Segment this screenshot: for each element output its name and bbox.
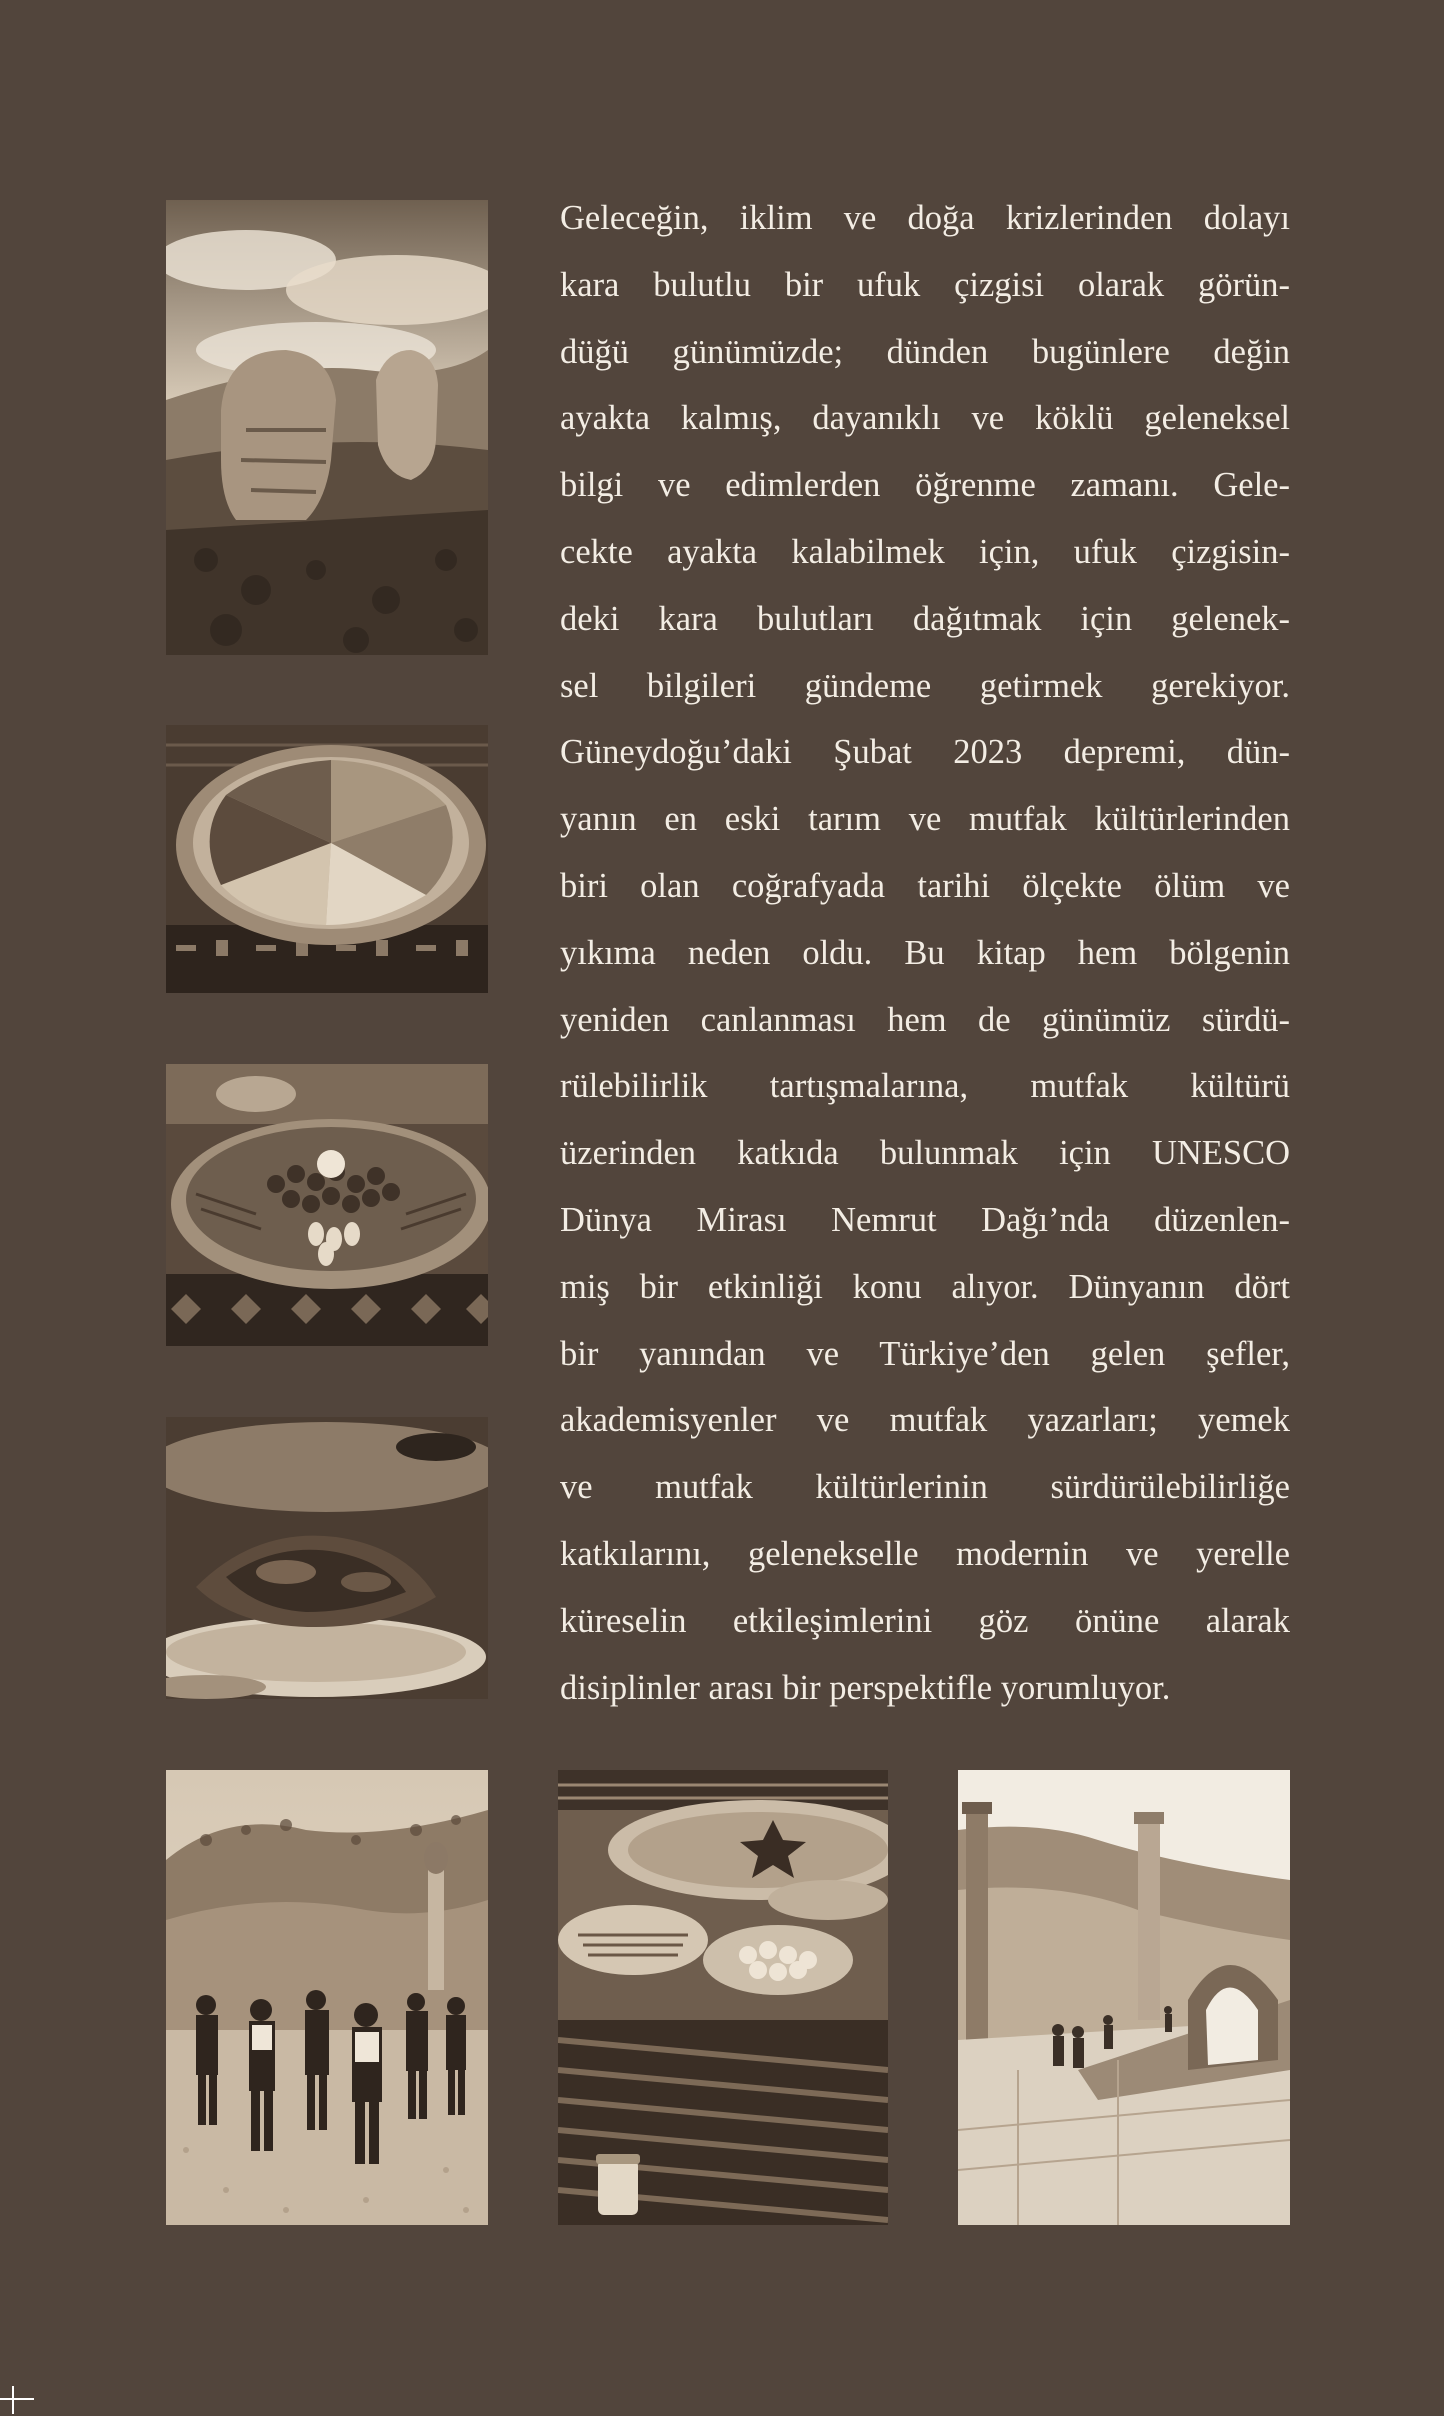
photo-table-spread — [558, 1770, 888, 2225]
blurb-line: yıkıma neden oldu. Bu kitap hem bölgenin — [560, 933, 1290, 972]
photo-table-spread-image — [558, 1770, 888, 2225]
blurb-line: akademisyenler ve mutfak yazarları; yemek — [560, 1401, 1290, 1440]
blurb-line: ayakta kalmış, dayanıklı ve köklü geleneksel — [560, 399, 1290, 438]
photo-plated-dish-image — [166, 1417, 488, 1699]
photo-visitors-walking-image — [166, 1770, 488, 2225]
blurb-line: disiplinler arası bir perspektifle yorumluyor. — [560, 1668, 1171, 1707]
photo-ancient-columns — [958, 1770, 1290, 2225]
photo-nemrut-statues — [166, 200, 488, 655]
crop-mark — [0, 2398, 34, 2416]
photo-visitors-walking — [166, 1770, 488, 2225]
blurb-line: rülebilirlik tartışmalarına, mutfak kültürü — [560, 1067, 1290, 1106]
photo-platter-legumes-image — [166, 725, 488, 993]
blurb-line: yeniden canlanması hem de günümüz sürdü- — [560, 1000, 1290, 1039]
blurb-line: üzerinden katkıda bulunmak için UNESCO — [560, 1134, 1290, 1173]
photo-nemrut-statues-image — [166, 200, 488, 655]
photo-ancient-columns-image — [958, 1770, 1290, 2225]
blurb-line: Dünya Mirası Nemrut Dağı’nda düzenlen- — [560, 1200, 1290, 1239]
blurb-line: sel bilgileri gündeme getirmek gerekiyor. — [560, 666, 1290, 705]
blurb-line: deki kara bulutları dağıtmak için gelenek- — [560, 599, 1290, 638]
blurb-line: ve mutfak kültürlerinin sürdürülebilirliğe — [560, 1468, 1290, 1507]
photo-platter-legumes — [166, 725, 488, 993]
blurb-line: yanın en eski tarım ve mutfak kültürlerinden — [560, 800, 1290, 839]
blurb-line: bilgi ve edimlerden öğrenme zamanı. Gele- — [560, 466, 1290, 505]
blurb-line: düğü günümüzde; dünden bugünlere değin — [560, 332, 1290, 371]
blurb-line: miş bir etkinliği konu alıyor. Dünyanın dört — [560, 1267, 1290, 1306]
photo-plated-dish — [166, 1417, 488, 1699]
blurb-line: kara bulutlu bir ufuk çizgisi olarak görün- — [560, 265, 1290, 304]
photo-platter-vegetables — [166, 1064, 488, 1346]
blurb-line: Geleceğin, iklim ve doğa krizlerinden dolayı — [560, 199, 1290, 237]
blurb-line: cekte ayakta kalabilmek için, ufuk çizgisin- — [560, 532, 1290, 571]
blurb-line: bir yanından ve Türkiye’den gelen şefler, — [560, 1334, 1290, 1373]
blurb-line: Güneydoğu’daki Şubat 2023 depremi, dün- — [560, 733, 1290, 772]
blurb-line: küreselin etkileşimlerini göz önüne alarak — [560, 1601, 1290, 1640]
back-cover-blurb — [560, 185, 1290, 1721]
blurb-line: katkılarını, gelenekselle modernin ve yerelle — [560, 1534, 1290, 1573]
photo-platter-vegetables-image — [166, 1064, 488, 1346]
blurb-line: biri olan coğrafyada tarihi ölçekte ölüm ve — [560, 866, 1290, 905]
